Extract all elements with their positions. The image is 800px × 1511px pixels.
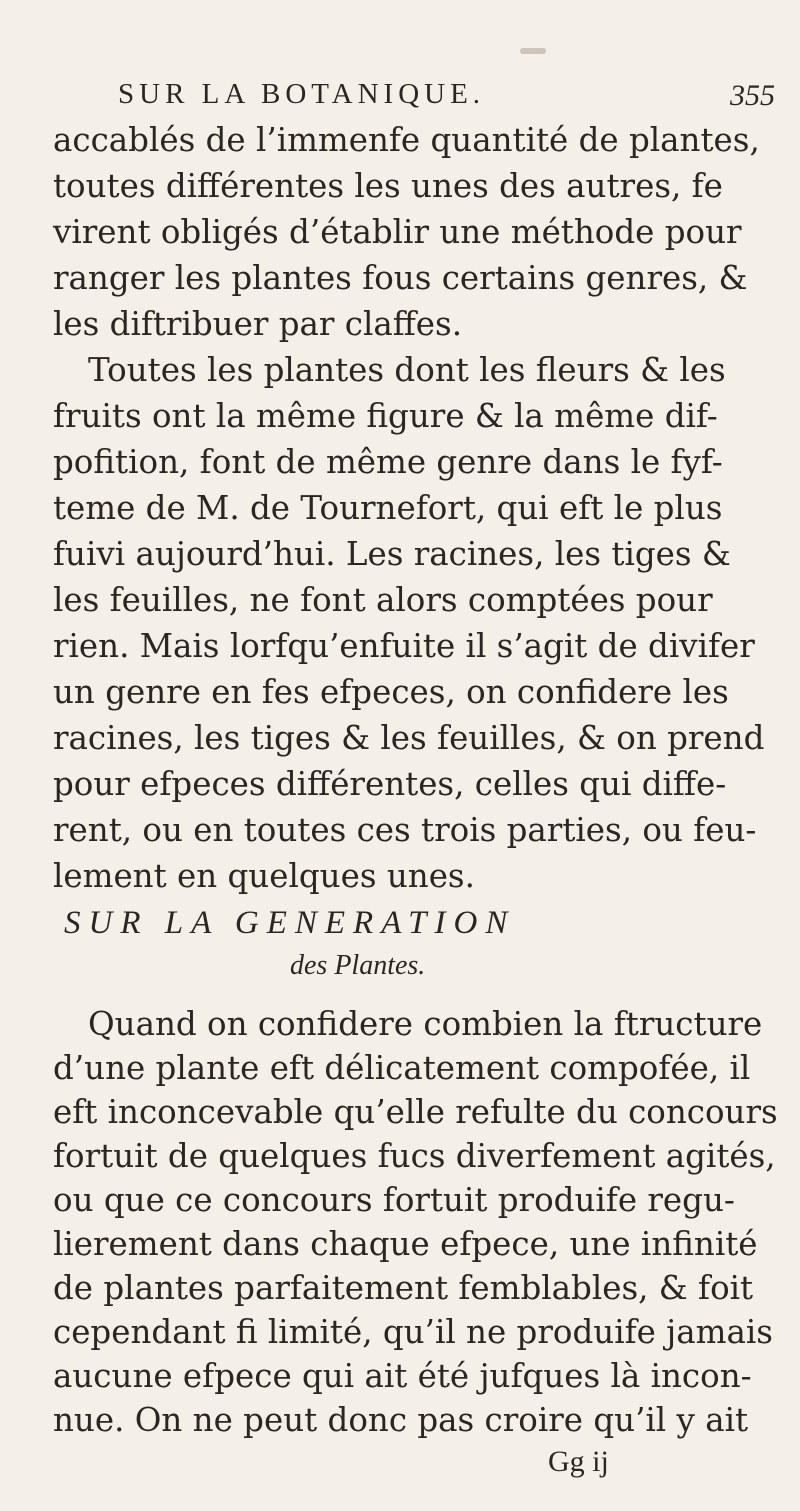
text-line: virent obligés d’établir une méthode pour [53, 213, 742, 251]
text-line: lierement dans chaque efpece, une infinité [53, 1225, 758, 1263]
section-subtitle: des Plantes. [290, 950, 426, 981]
text-line: rent, ou en toutes ces trois parties, ou feu- [53, 811, 757, 849]
text-line: les feuilles, ne font alors comptées pour [53, 581, 713, 619]
text-line: lement en quelques unes. [53, 857, 475, 895]
text-line: fruits ont la même figure & la même dif- [53, 397, 718, 435]
text-line: pour efpeces différentes, celles qui diffe- [53, 765, 727, 803]
text-line: un genre en fes efpeces, on confidere les [53, 673, 729, 711]
text-line: rien. Mais lorfqu’enfuite il s’agit de divifer [53, 627, 755, 665]
text-line: d’une plante eft délicatement compofée, il [53, 1049, 751, 1087]
signature-mark: Gg ij [548, 1445, 609, 1478]
text-line: eft inconcevable qu’elle refulte du concours [53, 1093, 778, 1131]
section-title: SUR LA GENERATION [64, 905, 516, 941]
text-line: racines, les tiges & les feuilles, & on prend [53, 719, 765, 757]
text-line: accablés de l’immenfe quantité de plantes, [53, 121, 760, 159]
text-line: ranger les plantes fous certains genres, & [53, 259, 748, 297]
text-line: Toutes les plantes dont les fleurs & les [88, 351, 726, 389]
text-line: Quand on confidere combien la ftructure [88, 1005, 763, 1043]
text-line: les diftribuer par claffes. [53, 305, 463, 343]
text-line: de plantes parfaitement femblables, & foit [53, 1269, 754, 1307]
text-line: aucune efpece qui ait été jufques là incon- [53, 1357, 752, 1395]
text-line: fortuit de quelques fucs diverfement agités, [53, 1137, 776, 1175]
text-line: ou que ce concours fortuit produife regu- [53, 1181, 735, 1219]
text-line: cependant fi limité, qu’il ne produife jamais [53, 1313, 773, 1351]
page-number: 355 [730, 79, 775, 112]
text-line: toutes différentes les unes des autres, fe [53, 167, 723, 205]
ink-speck [520, 48, 546, 54]
text-line: pofition, font de même genre dans le fyf- [53, 443, 723, 481]
text-line: fuivi aujourd’hui. Les racines, les tiges & [53, 535, 731, 573]
text-line: nue. On ne peut donc pas croire qu’il y ait [53, 1401, 749, 1439]
running-head: SUR LA BOTANIQUE. [118, 78, 486, 110]
text-line: teme de M. de Tournefort, qui eft le plus [53, 489, 723, 527]
